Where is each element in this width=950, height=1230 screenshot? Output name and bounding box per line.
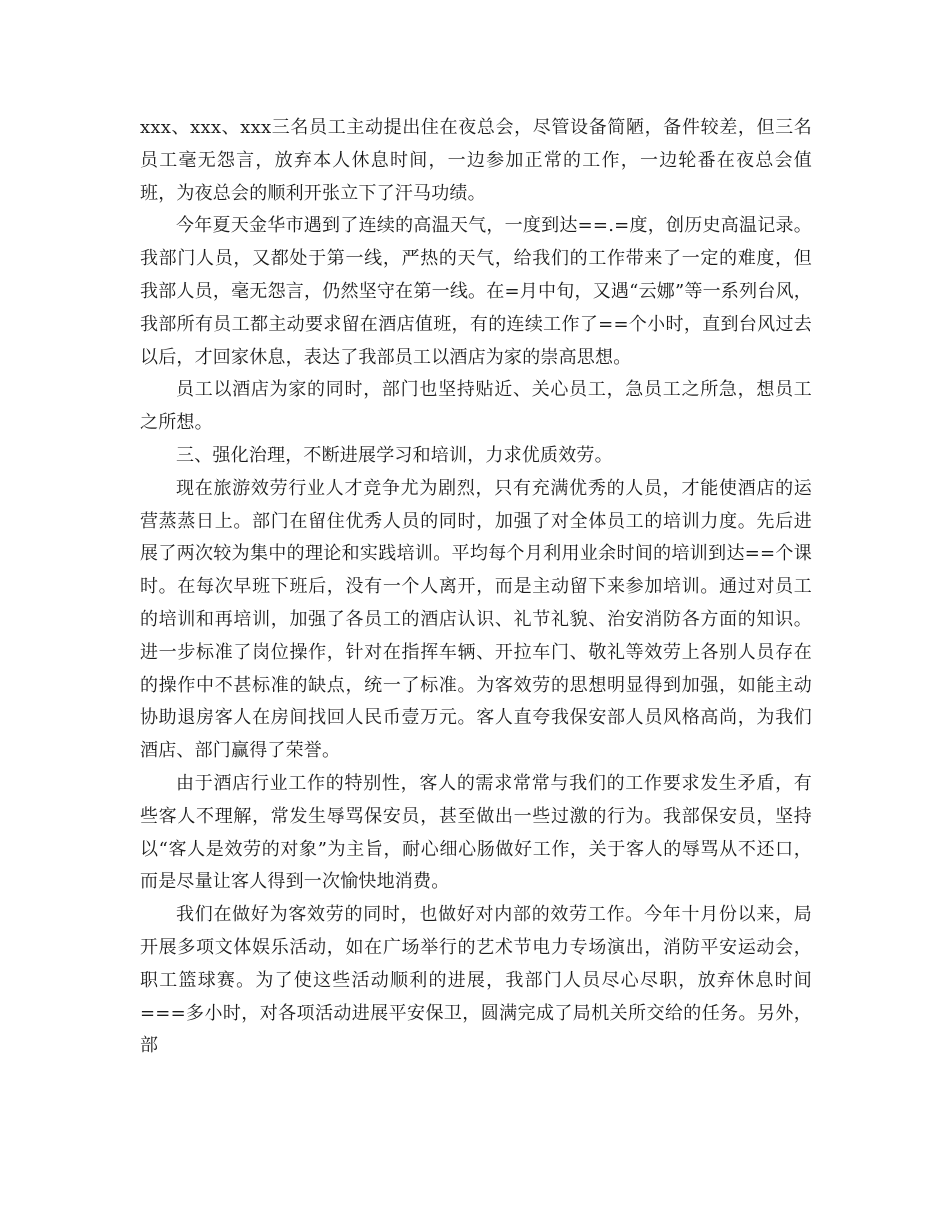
paragraph-3: 员工以酒店为家的同时，部门也坚持贴近、关心员工，急员工之所急，想员工之所想。 (140, 379, 812, 434)
paragraph-2: 今年夏天金华市遇到了连续的高温天气，一度到达==.=度，创历史高温记录。我部门人员，又都处于第一线，严热的天气，给我们的工作带来了一定的难度，但我部人员，毫无怨言，仍然坚守在第一线。在=月中旬，又遇“云娜”等一系列台风，我部所有员工都主动要求留在酒店值班，有的连续工作了==个小时，直到台风过去以后，才回家休息，表达了我部员工以酒店为家的崇高思想。 (140, 215, 812, 368)
paragraph-5: 现在旅游效劳行业人才竞争尤为剧烈，只有充满优秀的人员，才能使酒店的运营蒸蒸日上。部门在留住优秀人员的同时，加强了对全体员工的培训力度。先后进展了两次较为集中的理论和实践培训。平均每个月利用业余时间的培训到达==个课时。在每次早班下班后，没有一个人离开，而是主动留下来参加培训。通过对员工的培训和再培训，加强了各员工的酒店认识、礼节礼貌、治安消防各方面的知识。进一步标准了岗位操作，针对在指挥车辆、开拉车门、敬礼等效劳上各别人员存在的操作中不甚标准的缺点，统一了标准。为客效劳的思想明显得到加强，如能主动协助退房客人在房间找回人民币壹万元。客人直夸我保安部人员风格高尚，为我们酒店、部门赢得了荣誉。 (140, 477, 812, 762)
paragraph-7: 我们在做好为客效劳的同时，也做好对内部的效劳工作。今年十月份以来，局开展多项文体娱乐活动，如在广场举行的艺术节电力专场演出，消防平安运动会，职工篮球赛。为了使这些活动顺利的进展，我部门人员尽心尽职，放弃休息时间===多小时，对各项活动进展平安保卫，圆满完成了局机关所交给的任务。另外，部 (140, 904, 812, 1057)
document-body (140, 112, 812, 1063)
paragraph-1: xxx、xxx、xxx三名员工主动提出住在夜总会，尽管设备简陋，备件较差，但三名员工毫无怨言，放弃本人休息时间，一边参加正常的工作，一边轮番在夜总会值班，为夜总会的顺利开张立下了汗马功绩。 (140, 117, 812, 204)
section-heading-3: 三、强化治理，不断进展学习和培训，力求优质效劳。 (176, 444, 613, 466)
paragraph-6: 由于酒店行业工作的特别性，客人的需求常常与我们的工作要求发生矛盾，有些客人不理解，常发生辱骂保安员，甚至做出一些过激的行为。我部保安员，坚持以“客人是效劳的对象”为主旨，耐心细心肠做好工作，关于客人的辱骂从不还口，而是尽量让客人得到一次愉快地消费。 (140, 772, 812, 893)
